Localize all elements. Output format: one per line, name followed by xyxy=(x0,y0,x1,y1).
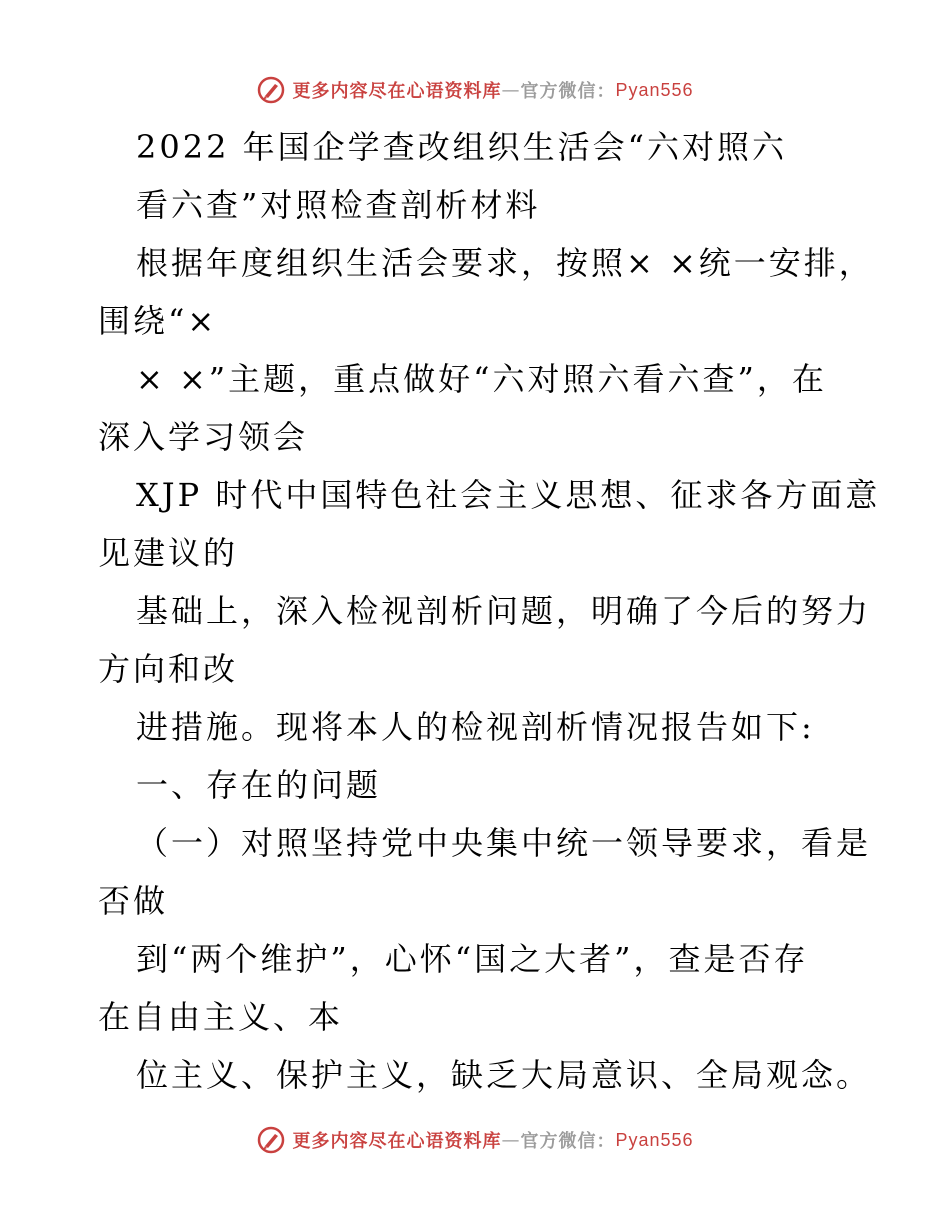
pen-logo-icon xyxy=(256,75,286,105)
watermark-dash: — xyxy=(501,1129,521,1151)
watermark-wechat-label: 官方微信： xyxy=(520,81,616,102)
document-line: （一）对照坚持党中央集中统一领导要求，看是 xyxy=(136,824,872,862)
document-line: 位主义、保护主义，缺乏大局意识、全局观念。 xyxy=(136,1056,872,1094)
watermark-wechat-id: Pyan556 xyxy=(615,1129,694,1150)
document-body xyxy=(98,118,881,1104)
document-line: 基础上，深入检视剖析问题，明确了今后的努力 xyxy=(136,592,872,630)
document-line: 进措施。现将本人的检视剖析情况报告如下: xyxy=(136,708,815,746)
document-line: 根据年度组织生活会要求，按照× ×统一安排， xyxy=(136,244,874,282)
document-line: 在自由主义、本 xyxy=(98,998,344,1036)
watermark-wechat-id: Pyan556 xyxy=(615,79,694,100)
document-line: 一、存在的问题 xyxy=(136,766,382,804)
document-line: 否做 xyxy=(98,882,169,920)
watermark-main-text: 更多内容尽在心语资料库 xyxy=(292,81,502,102)
watermark-main-text: 更多内容尽在心语资料库 xyxy=(292,1131,502,1152)
document-line: × ×”主题，重点做好“六对照六看六查”，在 xyxy=(136,360,827,398)
header-watermark xyxy=(0,70,950,110)
document-line: 看六查”对照检查剖析材料 xyxy=(136,186,541,224)
footer-watermark xyxy=(0,1120,950,1160)
watermark-wechat-label: 官方微信： xyxy=(520,1131,616,1152)
document-line: 深入学习领会 xyxy=(98,418,309,456)
document-line: 围绕“× xyxy=(98,302,218,340)
document-line: 方向和改 xyxy=(98,650,239,688)
watermark-dash: — xyxy=(501,79,521,101)
document-line: 到“两个维护”，心怀“国之大者”，查是否存 xyxy=(136,940,809,978)
pen-logo-icon xyxy=(256,1125,286,1155)
document-line: XJP 时代中国特色社会主义思想、征求各方面意 xyxy=(136,476,881,514)
document-line: 见建议的 xyxy=(98,534,239,572)
document-line: 2022 年国企学查改组织生活会“六对照六 xyxy=(136,128,787,166)
